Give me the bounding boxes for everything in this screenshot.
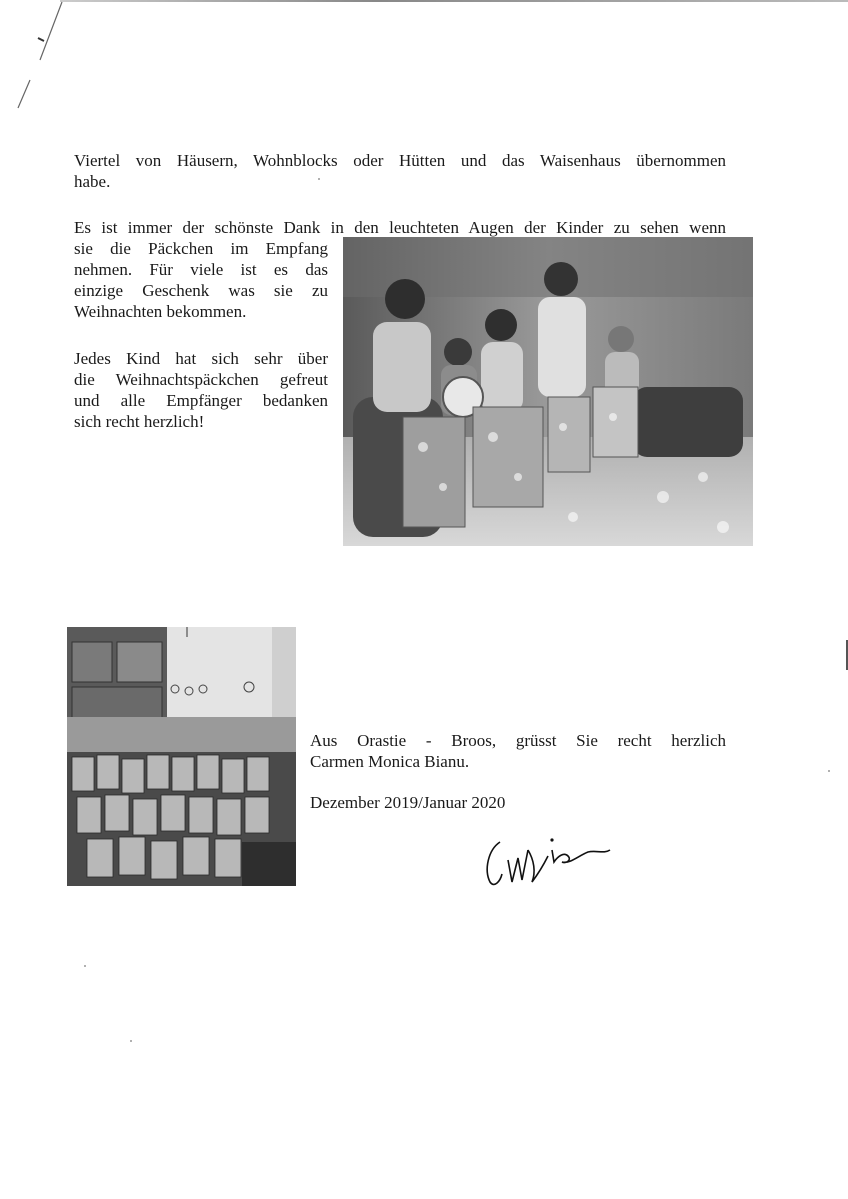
paragraph-gratitude — [74, 348, 328, 432]
scan-speck — [84, 965, 86, 967]
scan-speck — [130, 1040, 132, 1042]
text-line: sich recht herzlich! — [74, 412, 205, 431]
text-line: einzige Geschenk was sie zu — [74, 281, 328, 300]
closing-greeting — [310, 730, 726, 772]
handwritten-signature — [478, 820, 618, 890]
photo-room-with-gift-bags — [67, 627, 296, 886]
text-line: habe. — [74, 172, 111, 191]
paragraph-thanks-first-line — [74, 217, 726, 238]
scan-speck — [828, 770, 830, 772]
text-line: die Weihnachtspäckchen gefreut — [74, 370, 328, 389]
paragraph-thanks — [74, 238, 328, 322]
scan-corner-mark — [0, 0, 70, 110]
text-line: und alle Empfänger bedanken — [74, 391, 328, 410]
photo-children-with-gifts — [343, 237, 753, 546]
text-line: Viertel von Häusern, Wohnblocks oder Hütten und das Waisenhaus übernommen — [74, 151, 726, 170]
text-line: Carmen Monica Bianu. — [310, 752, 470, 771]
text-line: sie die Päckchen im Empfang — [74, 239, 328, 258]
text-line: nehmen. Für viele ist es das — [74, 260, 328, 279]
letter-date: Dezember 2019/Januar 2020 — [310, 793, 506, 812]
text-line: Es ist immer der schönste Dank in den leuchteten Augen der Kinder zu sehen wenn — [74, 218, 726, 237]
paragraph-intro — [74, 150, 726, 192]
text-line: Aus Orastie - Broos, grüsst Sie recht herzlich — [310, 731, 726, 750]
text-line: Weihnachten bekommen. — [74, 302, 247, 321]
scan-edge-line — [60, 0, 848, 2]
text-line: Jedes Kind hat sich sehr über — [74, 349, 328, 368]
